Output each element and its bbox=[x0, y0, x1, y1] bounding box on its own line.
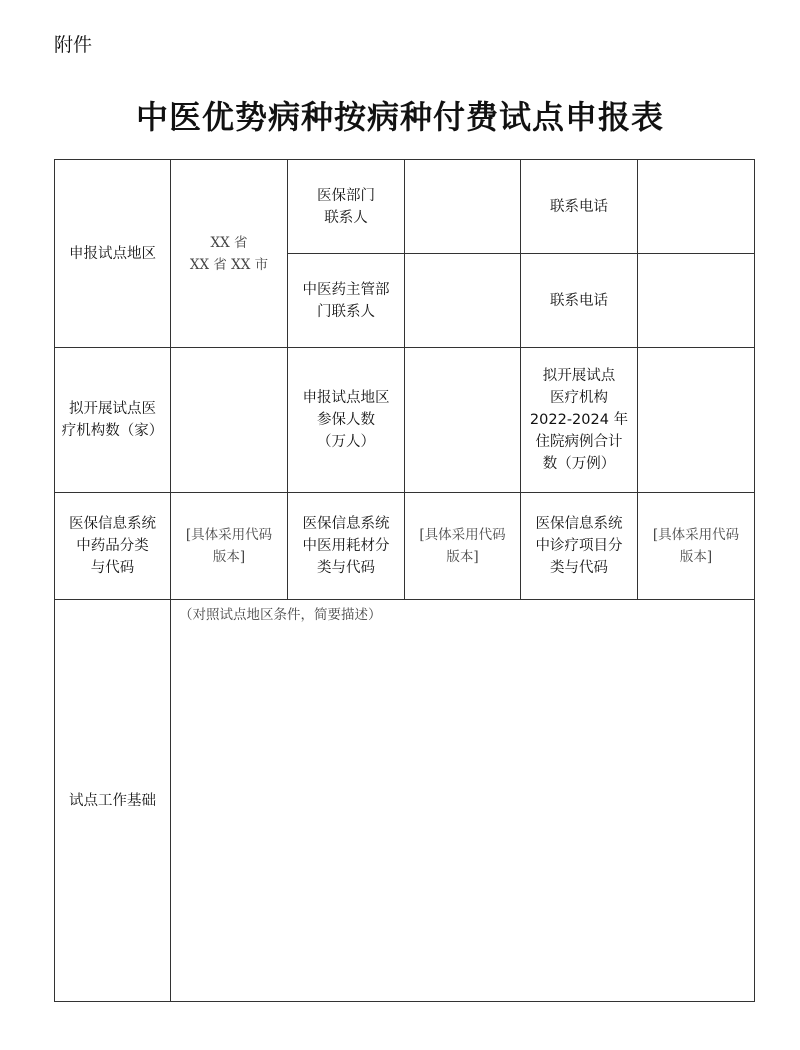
attachment-label: 附件 bbox=[54, 34, 93, 56]
tcm-contact-label: 中医药主管部 门联系人 bbox=[288, 254, 405, 348]
tcm-phone-label: 联系电话 bbox=[521, 254, 638, 348]
foundation-field[interactable]: （对照试点地区条件，简要描述） bbox=[171, 600, 755, 1002]
inpatient-cases-label: 拟开展试点 医疗机构 2022-2024 年 住院病例合计 数（万例） bbox=[521, 348, 638, 493]
institution-count-field[interactable] bbox=[171, 348, 288, 493]
insurance-contact-field[interactable] bbox=[405, 160, 521, 254]
page-title: 中医优势病种按病种付费试点申报表 bbox=[135, 98, 664, 136]
application-form-table bbox=[54, 159, 755, 1002]
treatment-code-label: 医保信息系统 中诊疗项目分 类与代码 bbox=[521, 493, 638, 600]
drug-code-field[interactable]: [具体采用代码 版本] bbox=[171, 493, 288, 600]
insurance-contact-label: 医保部门 联系人 bbox=[288, 160, 405, 254]
foundation-label: 试点工作基础 bbox=[55, 600, 171, 1002]
region-label: 申报试点地区 bbox=[55, 160, 171, 348]
institution-count-label: 拟开展试点医 疗机构数（家） bbox=[55, 348, 171, 493]
treatment-code-field[interactable]: [具体采用代码 版本] bbox=[638, 493, 755, 600]
insured-population-field[interactable] bbox=[405, 348, 521, 493]
tcm-contact-field[interactable] bbox=[405, 254, 521, 348]
inpatient-cases-field[interactable] bbox=[638, 348, 755, 493]
consumable-code-label: 医保信息系统 中医用耗材分 类与代码 bbox=[288, 493, 405, 600]
insurance-phone-field[interactable] bbox=[638, 160, 755, 254]
drug-code-label: 医保信息系统 中药品分类 与代码 bbox=[55, 493, 171, 600]
region-value-field[interactable]: XX 省 XX 省 XX 市 bbox=[171, 160, 288, 348]
consumable-code-field[interactable]: [具体采用代码 版本] bbox=[405, 493, 521, 600]
tcm-phone-field[interactable] bbox=[638, 254, 755, 348]
insurance-phone-label: 联系电话 bbox=[521, 160, 638, 254]
insured-population-label: 申报试点地区 参保人数 （万人） bbox=[288, 348, 405, 493]
